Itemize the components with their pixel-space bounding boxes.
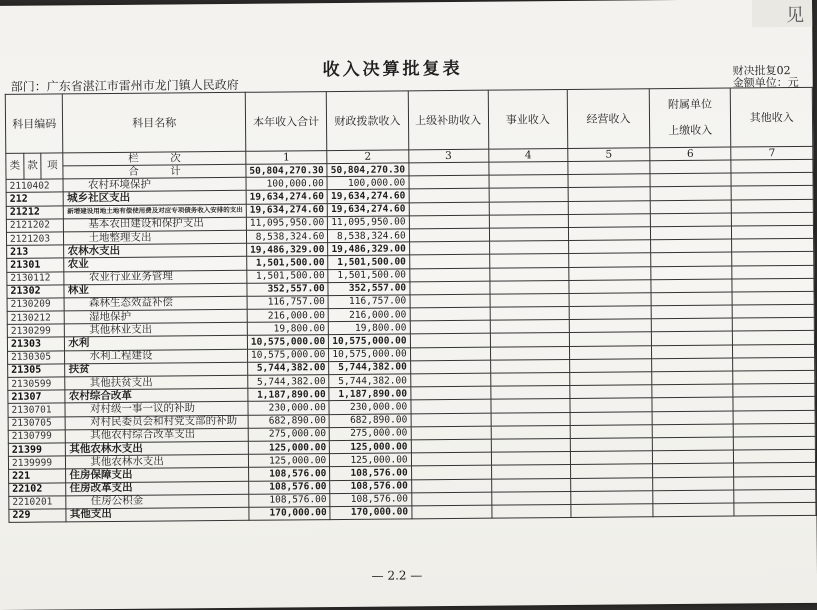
row-code: 213 xyxy=(7,245,65,259)
sub-class: 类 xyxy=(6,153,24,179)
row-name: 农村综合改革 xyxy=(65,388,248,403)
empty-cell xyxy=(569,253,651,267)
row-fiscal: 108,576.00 xyxy=(330,493,411,507)
empty-cell xyxy=(489,188,569,202)
empty-cell xyxy=(650,213,732,227)
colnum-4: 4 xyxy=(488,148,568,162)
table-body xyxy=(6,173,816,523)
code-header: 科目编码 xyxy=(5,94,63,153)
row-total: 170,000.00 xyxy=(249,506,330,520)
empty-cell xyxy=(410,320,490,334)
row-total: 275,000.00 xyxy=(248,427,329,441)
row-fiscal: 19,634,274.60 xyxy=(327,189,408,203)
empty-cell xyxy=(650,173,732,187)
doc-no: 财决批复02 xyxy=(732,64,791,78)
colnum-7: 7 xyxy=(731,146,813,160)
row-code: 21307 xyxy=(8,390,66,404)
empty-cell xyxy=(491,504,571,518)
empty-cell xyxy=(569,266,651,280)
row-code: 221 xyxy=(9,469,67,483)
empty-cell xyxy=(732,291,814,305)
empty-cell xyxy=(650,252,732,266)
empty-cell xyxy=(490,346,570,360)
corner-page xyxy=(752,0,812,27)
row-total: 108,576.00 xyxy=(249,480,330,494)
row-fiscal: 125,000.00 xyxy=(330,453,411,467)
empty-cell xyxy=(571,490,653,504)
row-code: 2130212 xyxy=(7,311,65,325)
row-total: 1,501,500.00 xyxy=(247,269,328,283)
row-total: 19,486,329.00 xyxy=(247,243,328,257)
document-title: 收入决算批复表 xyxy=(322,58,463,81)
empty-cell xyxy=(489,201,569,215)
empty-cell xyxy=(489,214,569,228)
row-code: 2139999 xyxy=(8,456,66,470)
empty-cell xyxy=(409,268,489,282)
empty-cell xyxy=(652,437,734,451)
empty-cell xyxy=(570,345,652,359)
row-name: 其他农林水支出 xyxy=(66,454,249,469)
row-total: 125,000.00 xyxy=(248,441,329,455)
row-name: 农业 xyxy=(64,257,247,272)
row-name: 其他扶贫支出 xyxy=(65,375,248,390)
row-code: 21212 xyxy=(6,205,64,219)
empty-cell xyxy=(732,238,814,252)
empty-cell xyxy=(411,465,491,479)
row-name: 湿地保护 xyxy=(65,309,248,324)
row-total: 108,576.00 xyxy=(249,493,330,507)
row-fiscal: 1,501,500.00 xyxy=(328,255,409,269)
row-fiscal: 108,576.00 xyxy=(330,466,411,480)
empty-cell xyxy=(650,200,732,214)
empty-cell xyxy=(411,413,491,427)
empty-cell xyxy=(569,306,651,320)
empty-cell xyxy=(409,228,489,242)
empty-cell xyxy=(652,424,734,438)
row-total: 216,000.00 xyxy=(247,309,328,323)
colnum-2: 2 xyxy=(327,150,408,164)
empty-cell xyxy=(734,463,816,477)
row-name: 对村级一事一议的补助 xyxy=(65,402,248,417)
row-code: 21399 xyxy=(8,443,66,457)
empty-cell xyxy=(733,410,815,424)
empty-cell xyxy=(733,384,815,398)
empty-cell xyxy=(571,504,653,518)
row-name: 扶贫 xyxy=(65,362,248,377)
empty-cell xyxy=(650,239,732,253)
row-fiscal: 19,634,274.60 xyxy=(328,202,409,216)
row-fiscal: 100,000.00 xyxy=(327,176,408,190)
row-name: 其他农村综合改革支出 xyxy=(66,428,249,443)
empty-cell xyxy=(734,436,816,450)
empty-cell xyxy=(568,187,650,201)
row-total: 1,187,890.00 xyxy=(248,388,329,402)
row-fiscal: 230,000.00 xyxy=(329,400,410,414)
empty-cell xyxy=(732,252,814,266)
empty-cell xyxy=(734,423,816,437)
row-name: 水利 xyxy=(65,336,248,351)
empty-cell xyxy=(411,426,491,440)
empty-cell xyxy=(653,490,735,504)
row-fiscal: 8,538,324.60 xyxy=(328,229,409,243)
empty-cell xyxy=(569,214,651,228)
empty-cell xyxy=(733,318,815,332)
empty-cell xyxy=(409,202,489,216)
empty-cell xyxy=(651,305,733,319)
empty-cell xyxy=(650,226,732,240)
empty-cell xyxy=(410,281,490,295)
row-name: 水利工程建设 xyxy=(65,349,248,364)
approval-table xyxy=(5,87,817,523)
affiliate-line2: 上缴收入 xyxy=(668,123,713,138)
row-fiscal: 19,486,329.00 xyxy=(328,242,409,256)
empty-cell xyxy=(732,265,814,279)
empty-cell xyxy=(409,241,489,255)
empty-cell xyxy=(571,451,653,465)
empty-cell xyxy=(734,476,816,490)
row-code: 21305 xyxy=(8,364,66,378)
empty-cell xyxy=(733,344,815,358)
colnum-6: 6 xyxy=(650,147,732,161)
empty-cell xyxy=(489,227,569,241)
empty-cell xyxy=(651,358,733,372)
empty-cell xyxy=(410,334,490,348)
empty-cell xyxy=(732,212,814,226)
empty-cell xyxy=(570,359,652,373)
empty-cell xyxy=(490,320,570,334)
empty-cell xyxy=(490,386,570,400)
row-label: 栏 次 xyxy=(63,151,246,166)
empty-cell xyxy=(489,267,569,281)
empty-cell xyxy=(733,331,815,345)
col-affiliate-header xyxy=(649,88,731,148)
empty-cell xyxy=(651,266,733,280)
row-name: 其他支出 xyxy=(66,507,249,522)
row-name: 土地整理支出 xyxy=(64,230,247,245)
empty-cell xyxy=(568,200,650,214)
empty-cell xyxy=(570,398,652,412)
row-code: 2130799 xyxy=(8,430,66,444)
empty-cell xyxy=(571,477,653,491)
row-name: 森林生态效益补偿 xyxy=(64,296,247,311)
empty-cell xyxy=(410,294,490,308)
row-total: 125,000.00 xyxy=(248,454,329,468)
row-fiscal: 682,890.00 xyxy=(329,413,410,427)
empty-cell xyxy=(490,293,570,307)
empty-cell xyxy=(652,463,734,477)
row-fiscal: 1,187,890.00 xyxy=(329,387,410,401)
row-name: 城乡社区支出 xyxy=(64,191,247,206)
empty-cell xyxy=(652,397,734,411)
empty-cell xyxy=(489,175,569,189)
empty-cell xyxy=(653,503,735,517)
row-fiscal: 19,800.00 xyxy=(329,321,410,335)
department-label: 部门：广东省湛江市雷州市龙门镇人民政府 xyxy=(10,77,239,94)
row-fiscal: 10,575,000.00 xyxy=(329,347,410,361)
empty-cell xyxy=(569,279,651,293)
row-fiscal: 216,000.00 xyxy=(328,308,409,322)
row-fiscal: 1,501,500.00 xyxy=(328,268,409,282)
empty-cell xyxy=(734,502,816,516)
row-total: 19,634,274.60 xyxy=(246,203,327,217)
total-fiscal: 50,804,270.30 xyxy=(327,163,408,177)
colnum-3: 3 xyxy=(408,149,488,163)
row-code: 2210201 xyxy=(9,496,67,510)
empty-cell xyxy=(491,399,571,413)
row-code: 2130599 xyxy=(8,377,66,391)
col-other-header: 其他收入 xyxy=(731,87,813,147)
row-fiscal: 5,744,382.00 xyxy=(329,374,410,388)
empty-cell xyxy=(489,254,569,268)
row-code: 2130299 xyxy=(7,324,65,338)
row-code: 2110402 xyxy=(6,179,64,193)
amount-unit: 金额单位：元 xyxy=(732,75,799,90)
header-row xyxy=(5,87,812,153)
empty-cell xyxy=(652,384,734,398)
empty-cell xyxy=(651,292,733,306)
empty-cell xyxy=(732,199,814,213)
empty-cell xyxy=(571,464,653,478)
empty-cell xyxy=(412,505,492,519)
row-total: 5,744,382.00 xyxy=(248,361,329,375)
row-total: 230,000.00 xyxy=(248,401,329,415)
empty-cell xyxy=(570,411,652,425)
row-fiscal: 352,557.00 xyxy=(328,282,409,296)
row-code: 2130701 xyxy=(8,403,66,417)
total-label: 合 计 xyxy=(63,164,246,179)
row-total: 10,575,000.00 xyxy=(247,335,328,349)
colnum-1: 1 xyxy=(246,151,327,165)
row-code: 2121202 xyxy=(6,219,64,233)
row-name: 新增建设用地土地有偿使用费及对应专项债务收入安排的支出 xyxy=(64,204,247,219)
row-name: 住房保障支出 xyxy=(66,468,249,483)
empty-cell xyxy=(652,477,734,491)
empty-cell xyxy=(651,318,733,332)
empty-cell xyxy=(569,319,651,333)
sub-section: 款 xyxy=(24,153,42,179)
empty-cell xyxy=(491,491,571,505)
empty-cell xyxy=(410,307,490,321)
row-total: 8,538,324.60 xyxy=(246,230,327,244)
row-total: 108,576.00 xyxy=(248,467,329,481)
row-name: 对村民委员会和村党支部的补助 xyxy=(66,415,249,430)
empty-cell xyxy=(732,225,814,239)
row-code: 2121203 xyxy=(6,232,64,246)
empty-cell xyxy=(410,347,490,361)
document-number xyxy=(733,65,799,90)
empty-cell xyxy=(491,425,571,439)
col-business-header: 事业收入 xyxy=(488,89,568,149)
row-code: 2130705 xyxy=(8,416,66,430)
row-name: 其他林业支出 xyxy=(65,323,248,338)
row-name: 农村环境保护 xyxy=(63,177,246,192)
empty-cell xyxy=(411,479,491,493)
row-fiscal: 10,575,000.00 xyxy=(329,334,410,348)
empty-cell xyxy=(570,425,652,439)
row-total: 10,575,000.00 xyxy=(247,348,328,362)
row-fiscal: 170,000.00 xyxy=(330,506,411,520)
empty-cell xyxy=(491,478,571,492)
row-code: 21302 xyxy=(7,285,65,299)
row-code: 21301 xyxy=(7,258,65,272)
page-number: — 2.2 — xyxy=(371,568,423,583)
empty-cell xyxy=(732,304,814,318)
empty-cell xyxy=(733,370,815,384)
row-code: 22102 xyxy=(9,482,67,496)
empty-cell xyxy=(570,372,652,386)
empty-cell xyxy=(491,452,571,466)
empty-cell xyxy=(733,357,815,371)
empty-cell xyxy=(732,278,814,292)
empty-cell xyxy=(491,465,571,479)
empty-cell xyxy=(490,359,570,373)
row-total: 352,557.00 xyxy=(247,282,328,296)
empty-cell xyxy=(489,280,569,294)
empty-cell xyxy=(411,400,491,414)
empty-cell xyxy=(570,438,652,452)
row-name: 住房改革支出 xyxy=(66,481,249,496)
row-code: 2130305 xyxy=(8,351,66,365)
row-name: 林业 xyxy=(64,283,247,298)
empty-cell xyxy=(491,412,571,426)
empty-cell xyxy=(409,175,489,189)
empty-cell xyxy=(734,489,816,503)
empty-cell xyxy=(409,254,489,268)
row-total: 19,800.00 xyxy=(247,322,328,336)
sub-item: 项 xyxy=(41,153,63,179)
row-fiscal: 11,095,950.00 xyxy=(328,216,409,230)
empty-cell xyxy=(410,373,490,387)
row-total: 19,634,274.60 xyxy=(246,190,327,204)
row-fiscal: 116,757.00 xyxy=(328,295,409,309)
row-total: 1,501,500.00 xyxy=(247,256,328,270)
row-code: 21303 xyxy=(7,337,65,351)
corner-text: 见 xyxy=(786,4,805,27)
empty-cell xyxy=(652,450,734,464)
col-fiscal-header: 财政拨款收入 xyxy=(327,91,409,151)
row-code: 2130112 xyxy=(7,271,65,285)
empty-cell xyxy=(650,186,732,200)
empty-cell xyxy=(651,331,733,345)
row-name: 农业行业业务管理 xyxy=(64,270,247,285)
row-code: 229 xyxy=(9,509,67,523)
empty-cell xyxy=(568,174,650,188)
empty-cell xyxy=(490,372,570,386)
empty-cell xyxy=(570,332,652,346)
empty-cell xyxy=(731,186,813,200)
row-name: 其他农林水支出 xyxy=(66,441,249,456)
row-name: 基本农田建设和保护支出 xyxy=(64,217,247,232)
row-total: 100,000.00 xyxy=(246,177,327,191)
row-total: 11,095,950.00 xyxy=(246,216,327,230)
empty-cell xyxy=(491,438,571,452)
empty-cell xyxy=(569,240,651,254)
col-superior-header: 上级补助收入 xyxy=(408,90,488,150)
colnum-5: 5 xyxy=(568,148,650,162)
affiliate-line1: 附属单位 xyxy=(667,97,713,112)
empty-cell xyxy=(569,227,651,241)
empty-cell xyxy=(490,307,570,321)
empty-cell xyxy=(569,293,651,307)
total-amount: 50,804,270.30 xyxy=(246,164,327,178)
name-header: 科目名称 xyxy=(63,92,246,153)
row-code: 212 xyxy=(6,192,64,206)
row-total: 682,890.00 xyxy=(248,414,329,428)
empty-cell xyxy=(409,215,489,229)
row-fiscal: 275,000.00 xyxy=(329,427,410,441)
empty-cell xyxy=(651,279,733,293)
row-name: 住房公积金 xyxy=(66,494,249,509)
empty-cell xyxy=(410,386,490,400)
row-total: 5,744,382.00 xyxy=(248,375,329,389)
empty-cell xyxy=(489,241,569,255)
row-total: 116,757.00 xyxy=(247,295,328,309)
empty-cell xyxy=(570,385,652,399)
empty-cell xyxy=(409,189,489,203)
row-fiscal: 5,744,382.00 xyxy=(329,361,410,375)
empty-cell xyxy=(652,411,734,425)
empty-cell xyxy=(733,397,815,411)
empty-cell xyxy=(731,173,813,187)
empty-cell xyxy=(411,452,491,466)
empty-cell xyxy=(411,439,491,453)
row-fiscal: 108,576.00 xyxy=(330,479,411,493)
empty-cell xyxy=(734,449,816,463)
row-name: 农林水支出 xyxy=(64,243,247,258)
row-fiscal: 125,000.00 xyxy=(330,440,411,454)
empty-cell xyxy=(411,492,491,506)
empty-cell xyxy=(651,345,733,359)
empty-cell xyxy=(490,333,570,347)
col-operating-header: 经营收入 xyxy=(567,89,649,149)
empty-cell xyxy=(410,360,490,374)
empty-cell xyxy=(651,371,733,385)
col-total-header: 本年收入合计 xyxy=(245,92,327,152)
row-code: 2130209 xyxy=(7,298,65,312)
